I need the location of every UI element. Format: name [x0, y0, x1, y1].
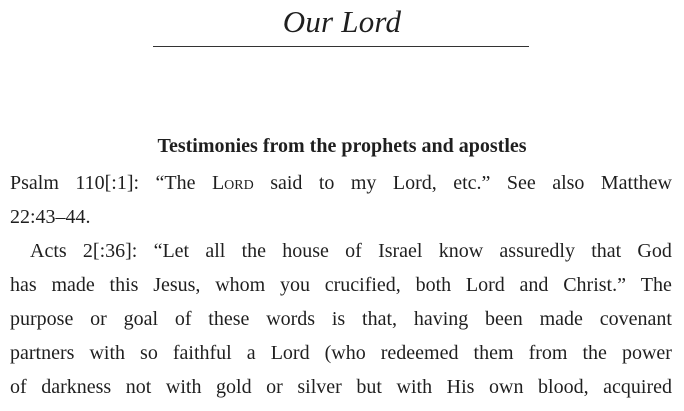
- paragraph-2-line-2: [10, 268, 672, 302]
- word: blood,: [538, 376, 589, 398]
- word: power: [621, 342, 672, 364]
- word: acquired: [603, 376, 672, 398]
- word: house: [282, 240, 329, 262]
- word: and: [519, 274, 549, 296]
- word: darkness: [41, 376, 112, 398]
- word: both: [415, 274, 452, 296]
- word: been: [485, 308, 523, 330]
- word: Lord: [465, 274, 505, 296]
- word: “Let: [153, 240, 190, 262]
- word: redeemed: [380, 342, 459, 364]
- word: with: [89, 342, 126, 364]
- word: God: [637, 240, 672, 262]
- word: so: [140, 342, 158, 364]
- paragraph-2-line-3: [10, 302, 672, 336]
- word: Acts: [30, 240, 67, 262]
- word: has: [10, 274, 37, 296]
- word: 2[:36]:: [82, 240, 138, 262]
- body-text: [10, 166, 672, 404]
- word: of: [174, 308, 192, 330]
- word: Christ.”: [563, 274, 626, 296]
- page-title: Our Lord: [282, 4, 402, 39]
- word: of: [10, 376, 27, 398]
- word: whom: [215, 274, 266, 296]
- word: that: [591, 240, 622, 262]
- word: or: [90, 308, 107, 330]
- word: the: [582, 342, 607, 364]
- word: with: [396, 376, 433, 398]
- word: goal: [123, 308, 159, 330]
- word: (who: [324, 342, 366, 364]
- paragraph-2-line-4: [10, 336, 672, 370]
- word: this: [109, 274, 139, 296]
- word: partners: [10, 342, 75, 364]
- word: 110[:1]:: [75, 172, 140, 194]
- word: the: [241, 240, 267, 262]
- word: these: [208, 308, 250, 330]
- word: is: [331, 308, 346, 330]
- word: etc.”: [453, 172, 491, 194]
- word: not: [125, 376, 152, 398]
- word: assuredly: [499, 240, 575, 262]
- paragraph-1-line-2: [10, 200, 672, 234]
- word: all: [205, 240, 226, 262]
- word: from: [528, 342, 568, 364]
- word: said: [270, 172, 303, 194]
- word: His: [446, 376, 475, 398]
- word: or: [266, 376, 283, 398]
- word: you: [279, 274, 310, 296]
- paragraph-1-line-1: [10, 166, 672, 200]
- word: Israel: [378, 240, 423, 262]
- paragraph-2-line-1: [10, 234, 672, 268]
- title-divider: [153, 46, 529, 47]
- word: covenant: [599, 308, 672, 330]
- word: made: [539, 308, 583, 330]
- word: Lord,: [392, 172, 437, 194]
- word: a: [246, 342, 256, 364]
- section-heading: Testimonies from the prophets and apostles: [157, 135, 527, 157]
- word: “The: [155, 172, 196, 194]
- word: purpose: [10, 308, 74, 330]
- word: Matthew: [600, 172, 672, 194]
- word: 22:43–44.: [10, 206, 91, 228]
- word: Psalm: [10, 172, 59, 194]
- word: words: [266, 308, 316, 330]
- word: of: [345, 240, 362, 262]
- word: know: [438, 240, 484, 262]
- word: to: [318, 172, 335, 194]
- word: but: [356, 376, 382, 398]
- word: faithful: [172, 342, 232, 364]
- word: silver: [297, 376, 342, 398]
- word: The: [640, 274, 672, 296]
- word: with: [165, 376, 202, 398]
- word: that,: [362, 308, 398, 330]
- word: them: [473, 342, 514, 364]
- word: also: [552, 172, 585, 194]
- word: crucified,: [324, 274, 401, 296]
- word: own: [489, 376, 524, 398]
- paragraph-2-line-5: [10, 370, 672, 404]
- word: See: [506, 172, 536, 194]
- word: my: [350, 172, 377, 194]
- word: having: [413, 308, 469, 330]
- word: Jesus,: [153, 274, 201, 296]
- word: gold: [216, 376, 252, 398]
- word: Lord: [270, 342, 310, 364]
- word-lord-smallcaps: Lord: [211, 172, 254, 194]
- word: made: [51, 274, 95, 296]
